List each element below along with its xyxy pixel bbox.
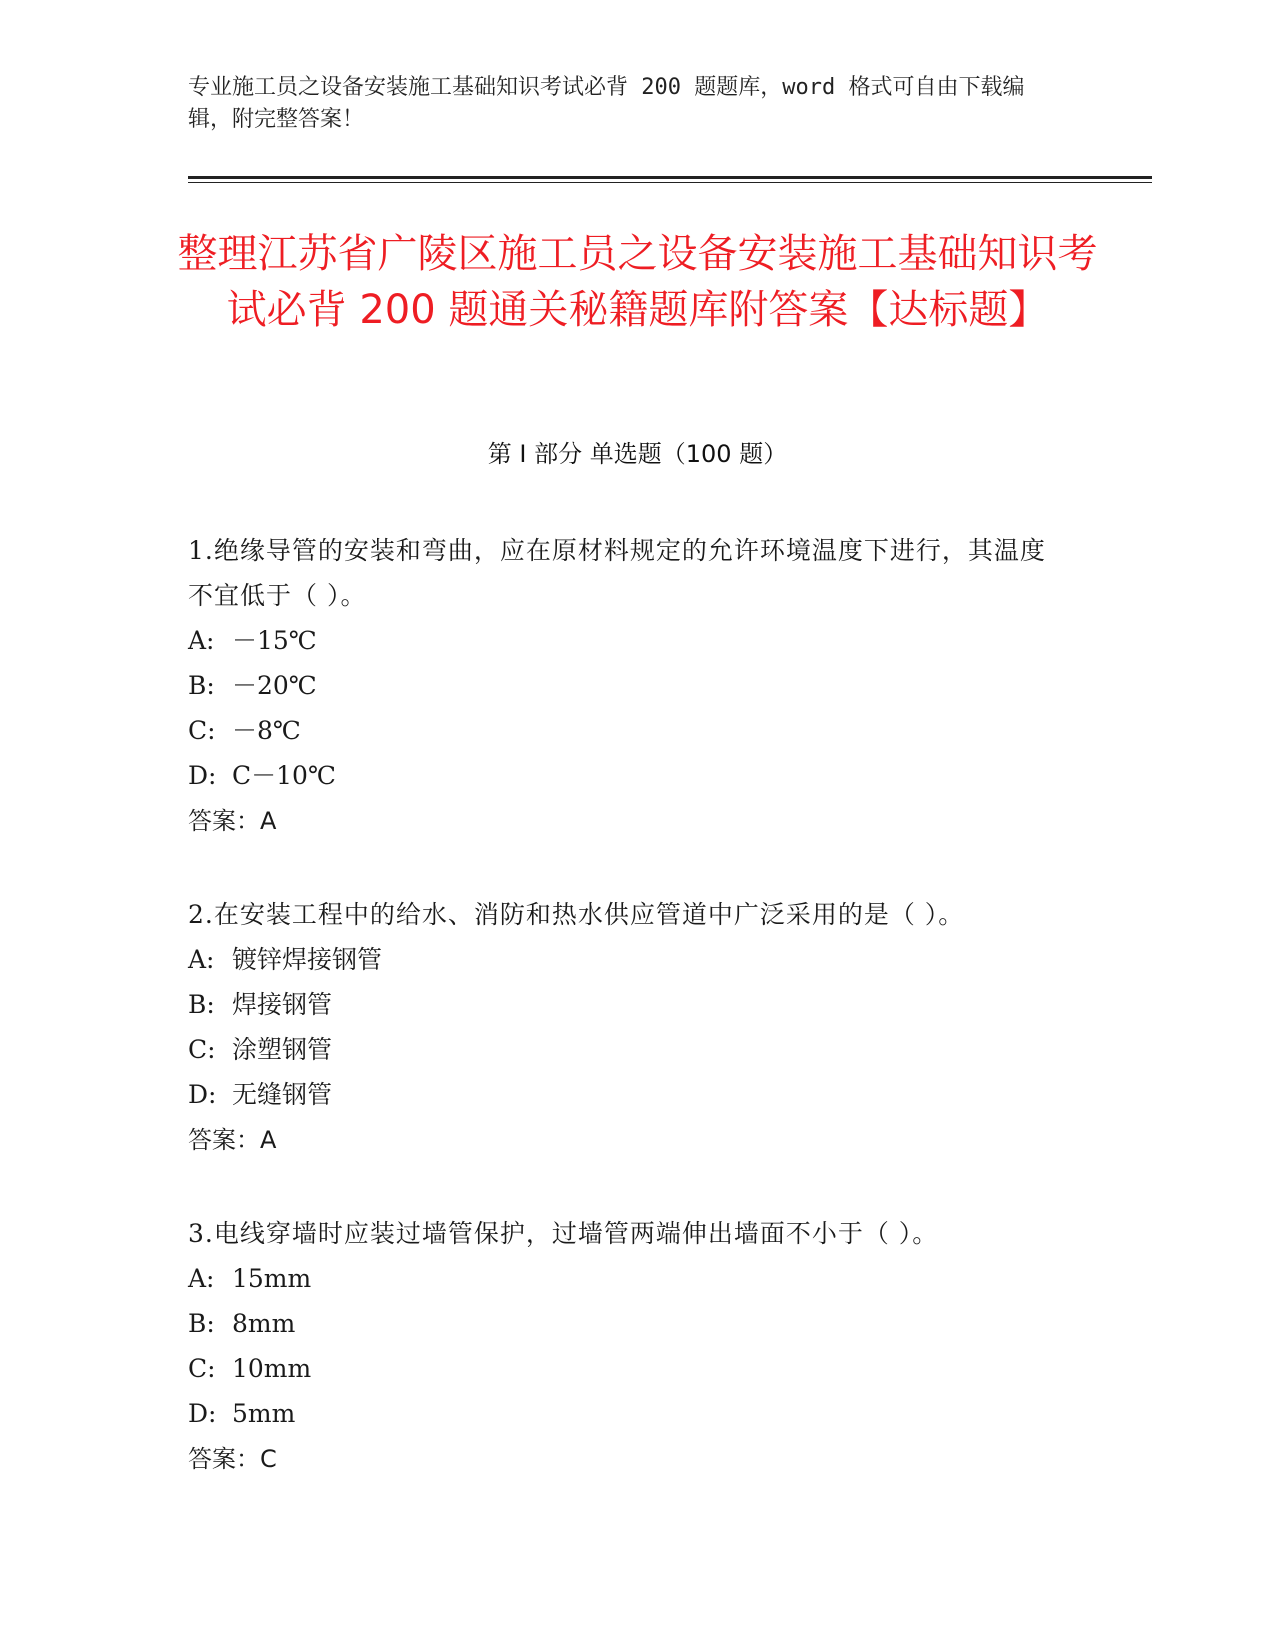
option-letter: C: <box>188 1035 216 1064</box>
option-a <box>188 937 1068 982</box>
option-letter: A: <box>188 945 215 974</box>
option-d <box>188 753 1068 798</box>
question-stem: 1.绝缘导管的安装和弯曲，应在原材料规定的允许环境温度下进行，其温度不宜低于（ ）。 <box>188 536 1046 610</box>
option-letter: C: <box>188 1354 216 1383</box>
option-text: 焊接钢管 <box>232 990 333 1019</box>
option-letter: D: <box>188 761 217 790</box>
option-text: 涂塑钢管 <box>232 1035 333 1064</box>
option-text: 镀锌焊接钢管 <box>232 945 383 974</box>
option-letter: C: <box>188 716 216 745</box>
option-text: －8℃ <box>232 716 301 745</box>
question-2 <box>188 892 1068 1163</box>
answer-line: 答案：C <box>188 1445 277 1473</box>
option-text: 10mm <box>232 1354 312 1383</box>
option-letter: A: <box>188 626 215 655</box>
question-stem: 2.在安装工程中的给水、消防和热水供应管道中广泛采用的是（ ）。 <box>188 900 965 929</box>
question-1 <box>188 528 1068 844</box>
option-letter: D: <box>188 1399 217 1428</box>
option-letter: B: <box>188 1309 215 1338</box>
option-c <box>188 708 1068 753</box>
option-c <box>188 1027 1068 1072</box>
option-a <box>188 618 1068 663</box>
question-list <box>188 528 1068 1530</box>
option-text: 8mm <box>232 1309 296 1338</box>
option-letter: B: <box>188 990 215 1019</box>
option-text: C－10℃ <box>232 761 336 790</box>
option-text: －20℃ <box>232 671 317 700</box>
option-letter: D: <box>188 1080 217 1109</box>
header-divider-thick <box>188 176 1152 179</box>
answer-line: 答案：A <box>188 1126 277 1154</box>
option-b <box>188 663 1068 708</box>
option-d <box>188 1072 1068 1117</box>
option-text: －15℃ <box>232 626 317 655</box>
option-text: 15mm <box>232 1264 312 1293</box>
option-a <box>188 1256 1068 1301</box>
header-note: 专业施工员之设备安装施工基础知识考试必背 200 题题库，word 格式可自由下载编辑，附完整答案！ <box>188 75 1025 132</box>
option-letter: A: <box>188 1264 215 1293</box>
option-b <box>188 982 1068 1027</box>
option-text: 无缝钢管 <box>232 1080 333 1109</box>
option-b <box>188 1301 1068 1346</box>
answer-line: 答案：A <box>188 807 277 835</box>
option-d <box>188 1391 1068 1436</box>
option-text: 5mm <box>232 1399 296 1428</box>
section-title: 第 I 部分 单选题（100 题） <box>487 440 788 468</box>
question-3 <box>188 1211 1068 1482</box>
header-divider-thin <box>188 182 1152 183</box>
question-stem: 3.电线穿墙时应装过墙管保护，过墙管两端伸出墙面不小于（ ）。 <box>188 1219 939 1248</box>
document-title: 整理江苏省广陵区施工员之设备安装施工基础知识考试必背 200 题通关秘籍题库附答案【达标题】 <box>177 231 1098 333</box>
option-c <box>188 1346 1068 1391</box>
option-letter: B: <box>188 671 215 700</box>
